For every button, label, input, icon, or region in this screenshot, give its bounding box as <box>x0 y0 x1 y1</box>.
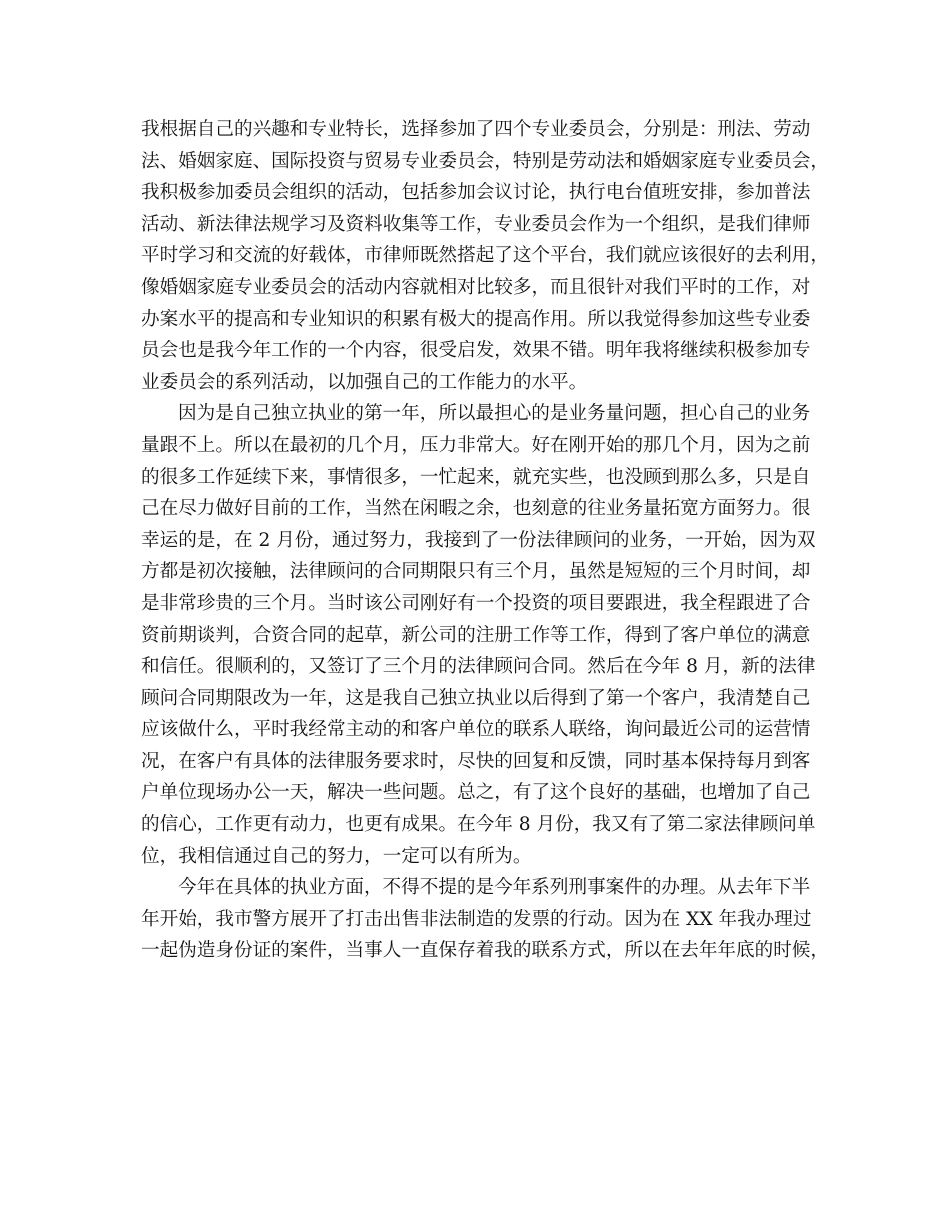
paragraph-committees <box>141 114 829 398</box>
text-line: 员会也是我今年工作的一个内容，很受启发，效果不错。明年我将继续积极参加专 <box>141 340 811 362</box>
text-line: 户单位现场办公一天，解决一些问题。总之，有了这个良好的基础，也增加了自己 <box>141 782 811 804</box>
text-line: 我积极参加委员会组织的活动，包括参加会议讨论，执行电台值班安排，参加普法 <box>141 182 811 204</box>
text-line: 的信心，工作更有动力，也更有成果。在今年 8 月份，我又有了第二家法律顾问单 <box>141 814 816 836</box>
text-line: 平时学习和交流的好载体，市律师既然搭起了这个平台，我们就应该很好的去利用， <box>141 245 829 267</box>
text-line: 是非常珍贵的三个月。当时该公司刚好有一个投资的项目要跟进，我全程跟进了合 <box>141 592 811 614</box>
text-line: 和信任。很顺利的，又签订了三个月的法律顾问合同。然后在今年 8 月，新的法律 <box>141 656 816 678</box>
text-line: 的很多工作延续下来，事情很多，一忙起来，就充实些，也没顾到那么多，只是自 <box>141 466 811 488</box>
text-line: 像婚姻家庭专业委员会的活动内容就相对比较多，而且很针对我们平时的工作，对 <box>141 276 811 298</box>
text-line: 业委员会的系列活动，以加强自己的工作能力的水平。 <box>141 371 588 393</box>
paragraph-first-year <box>141 398 821 872</box>
text-line: 办案水平的提高和专业知识的积累有极大的提高作用。所以我觉得参加这些专业委 <box>141 308 811 330</box>
text-line: 今年在具体的执业方面，不得不提的是今年系列刑事案件的办理。从去年下半 <box>178 877 811 899</box>
text-line: 己在尽力做好目前的工作，当然在闲暇之余，也刻意的往业务量拓宽方面努力。很 <box>141 498 811 520</box>
text-line: 我根据自己的兴趣和专业特长，选择参加了四个专业委员会，分别是：刑法、劳动 <box>141 119 811 140</box>
text-line: 位，我相信通过自己的努力，一定可以有所为。 <box>141 845 532 867</box>
text-line: 幸运的是，在 2 月份，通过努力，我接到了一份法律顾问的业务，一开始，因为双 <box>141 529 816 551</box>
text-line: 因为是自己独立执业的第一年，所以最担心的是业务量问题，担心自己的业务 <box>178 403 811 425</box>
text-line: 量跟不上。所以在最初的几个月，压力非常大。好在刚开始的那几个月，因为之前 <box>141 434 811 456</box>
text-line: 活动、新法律法规学习及资料收集等工作，专业委员会作为一个组织，是我们律师 <box>141 213 811 235</box>
text-line: 况，在客户有具体的法律服务要求时，尽快的回复和反馈，同时基本保持每月到客 <box>141 750 811 772</box>
text-line: 法、婚姻家庭、国际投资与贸易专业委员会，特别是劳动法和婚姻家庭专业委员会， <box>141 150 829 172</box>
text-line: 一起伪造身份证的案件，当事人一直保存着我的联系方式，所以在去年年底的时候， <box>141 940 829 962</box>
document-body <box>141 114 829 967</box>
text-line: 方都是初次接触，法律顾问的合同期限只有三个月，虽然是短短的三个月时间，却 <box>141 561 811 583</box>
text-line: 年开始，我市警方展开了打击出售非法制造的发票的行动。因为在 XX 年我办理过 <box>141 908 812 930</box>
text-line: 顾问合同期限改为一年，这是我自己独立执业以后得到了第一个客户，我清楚自己 <box>141 687 811 709</box>
text-line: 应该做什么，平时我经常主动的和客户单位的联系人联络，询问最近公司的运营情 <box>141 719 811 741</box>
text-line: 资前期谈判，合资合同的起草，新公司的注册工作等工作，得到了客户单位的满意 <box>141 624 811 646</box>
paragraph-criminal-cases <box>141 872 829 967</box>
